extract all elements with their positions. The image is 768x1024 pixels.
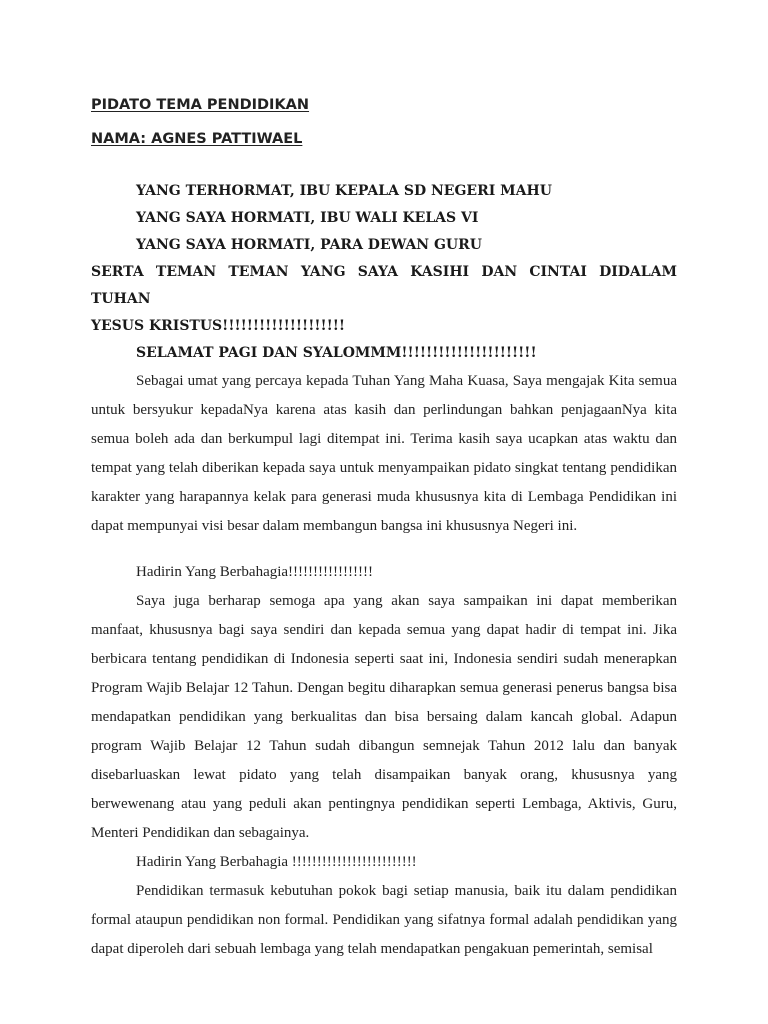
paragraph-spacer <box>91 541 677 558</box>
document-title: PIDATO TEMA PENDIDIKAN <box>91 97 310 113</box>
salutation-line-5: YESUS KRISTUS!!!!!!!!!!!!!!!!!!!! <box>91 318 346 334</box>
salutation-line-2: YANG SAYA HORMATI, IBU WALI KELAS VI <box>136 210 479 226</box>
audience-greeting-1: Hadirin Yang Berbahagia!!!!!!!!!!!!!!!!! <box>136 564 373 580</box>
salutation-line-1: YANG TERHORMAT, IBU KEPALA SD NEGERI MAHU <box>136 183 552 199</box>
paragraph-education-program: Saya juga berharap semoga apa yang akan saya sampaikan ini dapat memberikan manfaat, khususnya bagi saya sendiri dan kepada semua yang dapat hadir di tempat ini. Jika berbicara tentang pendidikan di Indonesia seperti saat ini, Indonesia sendiri sudah menerapkan Program Wajib Belajar 12 Tahun. Dengan begitu diharapkan semua generasi penerus bangsa bisa mendapatkan pendidikan yang berkualitas dan bisa bersaing dalam kancah global. Adapun program Wajib Belajar 12 Tahun sudah dibangun semnejak Tahun 2012 lalu dan banyak disebarluaskan lewat pidato yang telah disampaikan banyak orang, khususnya yang berwewenang atau yang peduli akan pentingnya pendidikan seperti Lembaga, Aktivis, Guru, Menteri Pendidikan dan sebagainya. <box>91 593 677 841</box>
author-name: NAMA: AGNES PATTIWAEL <box>91 131 303 147</box>
audience-greeting-2: Hadirin Yang Berbahagia !!!!!!!!!!!!!!!!!!!!!!!!! <box>136 854 417 870</box>
document-page <box>91 92 677 964</box>
paragraph-education-need: Pendidikan termasuk kebutuhan pokok bagi setiap manusia, baik itu dalam pendidikan formal ataupun pendidikan non formal. Pendidikan yang sifatnya formal adalah pendidikan yang dapat diperoleh dari sebuah lembaga yang telah mendapatkan pengakuan pemerintah, semisal <box>91 883 677 957</box>
salutation-line-3: YANG SAYA HORMATI, PARA DEWAN GURU <box>136 237 482 253</box>
morning-greeting: SELAMAT PAGI DAN SYALOMMM!!!!!!!!!!!!!!!!!!!!!! <box>136 345 537 361</box>
paragraph-opening: Sebagai umat yang percaya kepada Tuhan Yang Maha Kuasa, Saya mengajak Kita semua untuk bersyukur kepadaNya karena atas kasih dan perlindungan bahkan penjagaanNya kita semua boleh ada dan berkumpul lagi ditempat ini. Terima kasih saya ucapkan atas waktu dan tempat yang telah diberikan kepada saya untuk menyampaikan pidato singkat tentang pendidikan karakter yang harapannya kelak para generasi muda khususnya kita di Lembaga Pendidikan ini dapat mempunyai visi besar dalam membangun bangsa ini khususnya Negeri ini. <box>91 373 677 534</box>
salutation-line-4: SERTA TEMAN TEMAN YANG SAYA KASIHI DAN CINTAI DIDALAM TUHAN <box>91 264 677 307</box>
salutation-block <box>91 178 677 367</box>
